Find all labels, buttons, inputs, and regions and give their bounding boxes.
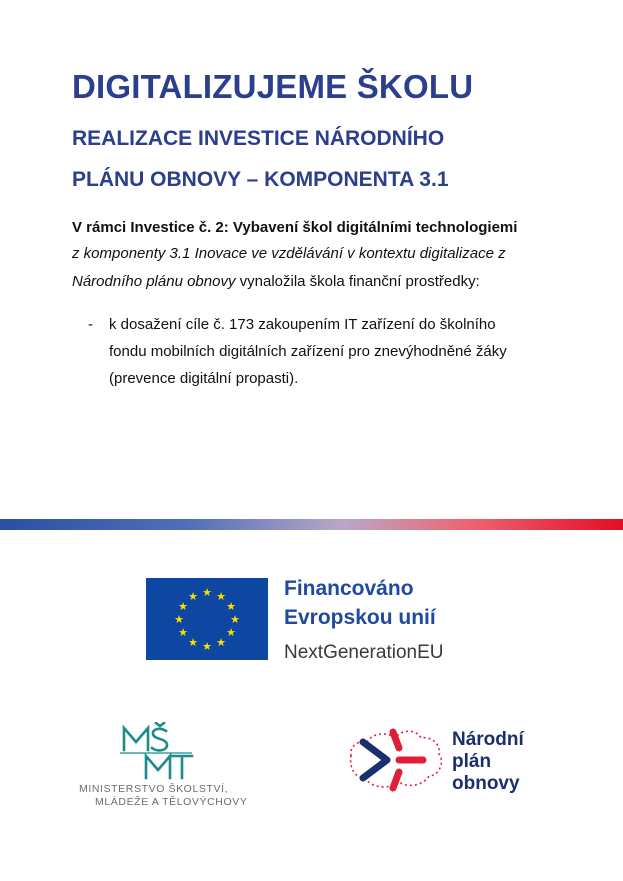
svg-text:★: ★ bbox=[188, 636, 198, 649]
msmt-name-line-1: MINISTERSTVO ŠKOLSTVÍ, bbox=[79, 783, 229, 795]
svg-text:★: ★ bbox=[230, 613, 240, 626]
eu-program-name: NextGenerationEU bbox=[284, 642, 444, 663]
svg-text:★: ★ bbox=[174, 613, 184, 626]
gradient-divider bbox=[0, 519, 623, 530]
svg-text:★: ★ bbox=[226, 626, 236, 639]
npo-logo-icon bbox=[343, 718, 448, 803]
bullet-line-1: k dosažení cíle č. 173 zakoupením IT zařízení do školního bbox=[109, 316, 496, 333]
svg-text:★: ★ bbox=[226, 600, 236, 613]
msmt-logo-mark bbox=[110, 722, 200, 782]
plan-name: Národního plánu obnovy bbox=[72, 273, 236, 290]
bullet-line-3: (prevence digitální propasti). bbox=[109, 370, 299, 387]
eu-funded-line-2: Evropskou unií bbox=[284, 606, 436, 629]
eu-stars bbox=[146, 578, 268, 660]
svg-text:★: ★ bbox=[216, 636, 226, 649]
npo-name-line-1: Národní bbox=[452, 729, 524, 750]
svg-text:★: ★ bbox=[188, 590, 198, 603]
svg-text:★: ★ bbox=[178, 626, 188, 639]
npo-name-line-3: obnovy bbox=[452, 773, 520, 794]
svg-text:★: ★ bbox=[202, 586, 212, 599]
bullet-line-2: fondu mobilních digitálních zařízení pro znevýhodněné žáky bbox=[109, 343, 507, 360]
subtitle-line-1: REALIZACE INVESTICE NÁRODNÍHO bbox=[72, 127, 445, 150]
npo-logo-mark bbox=[343, 718, 448, 808]
eu-funded-line-1: Financováno bbox=[284, 577, 414, 600]
investment-heading: V rámci Investice č. 2: Vybavení škol digitálními technologiemi bbox=[72, 219, 518, 236]
subtitle-line-2: PLÁNU OBNOVY – KOMPONENTA 3.1 bbox=[72, 168, 449, 191]
page-title: DIGITALIZUJEME ŠKOLU bbox=[72, 68, 474, 105]
component-line: z komponenty 3.1 Inovace ve vzdělávání v kontextu digitalizace z bbox=[72, 245, 506, 262]
svg-text:★: ★ bbox=[216, 590, 226, 603]
eu-flag-icon bbox=[146, 578, 268, 660]
plan-rest: vynaložila škola finanční prostředky: bbox=[235, 273, 480, 290]
plan-line bbox=[72, 273, 480, 290]
npo-name-line-2: plán bbox=[452, 751, 492, 772]
svg-text:★: ★ bbox=[202, 640, 212, 653]
svg-text:★: ★ bbox=[178, 600, 188, 613]
msmt-name-line-2: MLÁDEŽE A TĚLOVÝCHOVY bbox=[95, 796, 248, 808]
msmt-logo bbox=[110, 722, 200, 787]
bullet-marker: - bbox=[88, 316, 93, 333]
